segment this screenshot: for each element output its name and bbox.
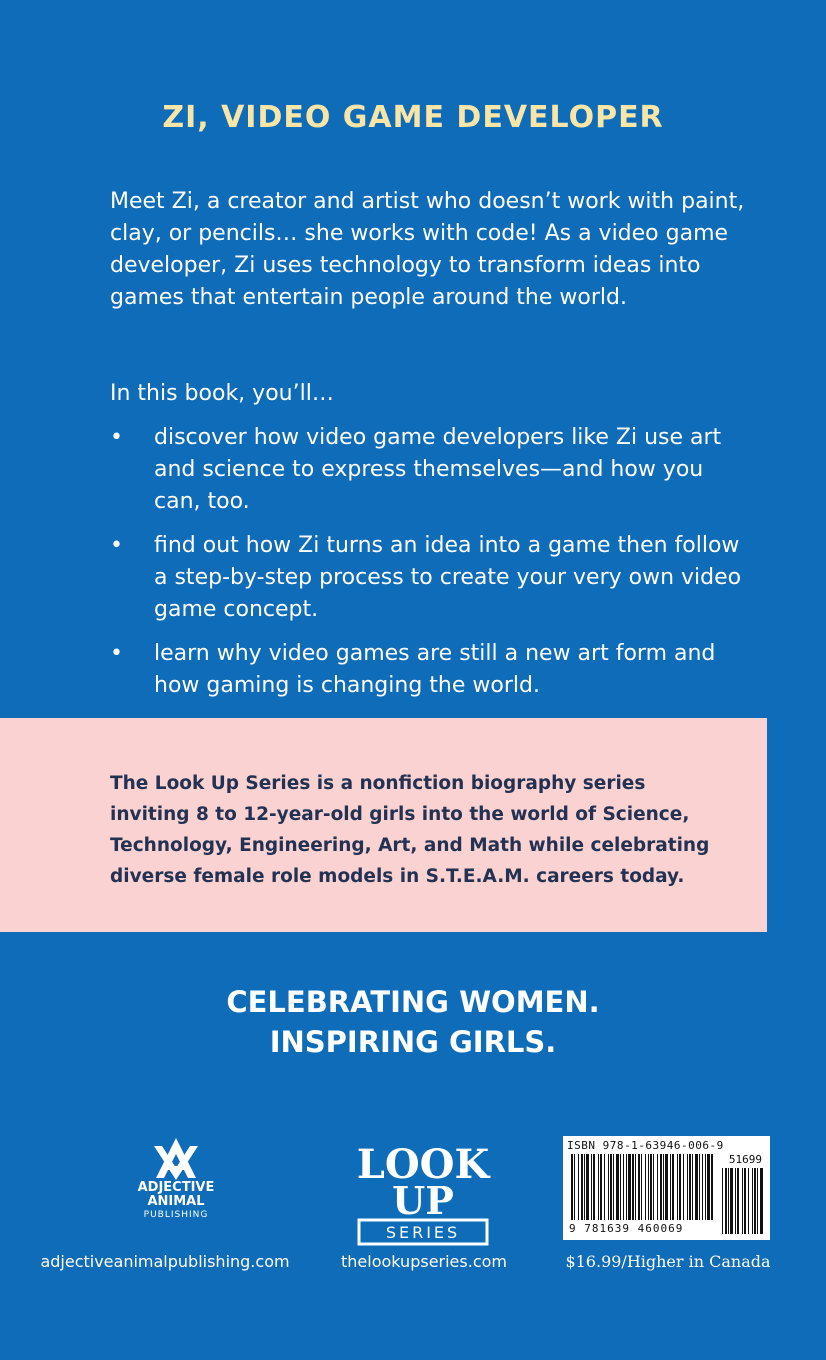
barcode-addon-bar bbox=[737, 1168, 739, 1234]
barcode-bar bbox=[699, 1154, 700, 1220]
price: $16.99/Higher in Canada bbox=[565, 1252, 771, 1271]
barcode-bar bbox=[657, 1154, 658, 1220]
feature-item bbox=[110, 638, 750, 702]
barcode-number: 9 781639 460069 bbox=[569, 1222, 684, 1235]
bullet-icon: • bbox=[110, 533, 123, 558]
bullet-icon: • bbox=[110, 425, 123, 450]
tagline-line-2: INSPIRING GIRLS. bbox=[269, 1025, 557, 1059]
barcode-addon-bar bbox=[722, 1168, 723, 1234]
feature-item bbox=[110, 422, 750, 518]
bullet-icon: • bbox=[110, 641, 123, 666]
feature-item bbox=[110, 530, 750, 626]
barcode-bar bbox=[650, 1154, 652, 1220]
barcode-bar bbox=[689, 1154, 691, 1220]
tagline-line-1: CELEBRATING WOMEN. bbox=[226, 985, 600, 1019]
barcode-bar bbox=[616, 1154, 619, 1220]
feature-text: find out how Zi turns an idea into a game then follow a step-by-step process to create your very own video game concept. bbox=[154, 533, 742, 622]
barcode-addon-bar bbox=[754, 1168, 756, 1234]
barcode-bar bbox=[608, 1154, 609, 1220]
barcode-bar bbox=[683, 1154, 684, 1220]
barcode-bar bbox=[578, 1154, 579, 1220]
barcode-addon-bar bbox=[744, 1168, 746, 1234]
barcode-addon-bar bbox=[742, 1168, 743, 1234]
look-up-series-logo-icon bbox=[353, 1136, 493, 1246]
series-logo-word: SERIES bbox=[385, 1223, 461, 1242]
series-blurb: The Look Up Series is a nonfiction biography series inviting 8 to 12-year-old girls into the world of Science, Technology, Engineering, Art, and Math while celebrating diverse female role models in S.T.E.A.M. careers today. bbox=[110, 773, 710, 887]
barcode-bar bbox=[574, 1154, 575, 1220]
barcode-bar bbox=[626, 1154, 627, 1220]
publisher-url[interactable]: adjectiveanimalpublishing.com bbox=[40, 1252, 290, 1271]
barcode-bar bbox=[692, 1154, 693, 1220]
barcode-bar bbox=[613, 1154, 614, 1220]
barcode-bar bbox=[679, 1154, 681, 1220]
barcode bbox=[563, 1136, 770, 1240]
barcode-bar bbox=[598, 1154, 599, 1220]
barcode-bar bbox=[670, 1154, 671, 1220]
barcode-bar bbox=[695, 1154, 698, 1220]
barcode-addon-bar bbox=[752, 1168, 753, 1234]
barcode-bar bbox=[663, 1154, 664, 1220]
barcode-bar bbox=[702, 1154, 703, 1220]
barcode-bar bbox=[581, 1154, 583, 1220]
feature-text: discover how video game developers like Zi use art and science to express themselves—and how you can, too. bbox=[154, 425, 722, 514]
barcode-addon-bar bbox=[730, 1168, 733, 1234]
book-title: ZI, VIDEO GAME DEVELOPER bbox=[162, 100, 664, 135]
barcode-addon-bar bbox=[735, 1168, 736, 1234]
intro-paragraph: Meet Zi, a creator and artist who doesn’t work with paint, clay, or pencils… she works with code! As a video game developer, Zi uses technology to transform ideas into games that entertain people around the world. bbox=[110, 189, 745, 310]
barcode-bar bbox=[707, 1154, 710, 1220]
barcode-bar bbox=[635, 1154, 636, 1220]
barcode-bar bbox=[638, 1154, 640, 1220]
barcode-bar bbox=[620, 1154, 621, 1220]
tagline bbox=[0, 982, 826, 1062]
series-url[interactable]: thelookupseries.com bbox=[341, 1252, 507, 1271]
in-book-heading: In this book, you’ll… bbox=[110, 381, 334, 406]
barcode-bar bbox=[591, 1154, 592, 1220]
barcode-bar bbox=[641, 1154, 642, 1220]
barcode-bar bbox=[660, 1154, 662, 1220]
barcode-addon: 51699 bbox=[728, 1153, 762, 1166]
barcode-bar bbox=[705, 1154, 706, 1220]
barcode-bar bbox=[623, 1154, 624, 1220]
barcode-bar bbox=[687, 1154, 688, 1220]
barcode-bar bbox=[584, 1154, 585, 1220]
barcode-bar bbox=[593, 1154, 595, 1220]
series-blurb-band bbox=[0, 718, 767, 932]
barcode-bar bbox=[677, 1154, 678, 1220]
barcode-bar bbox=[610, 1154, 612, 1220]
barcode-bar bbox=[653, 1154, 654, 1220]
publisher-sub: PUBLISHING bbox=[143, 1210, 209, 1220]
barcode-bar bbox=[600, 1154, 602, 1220]
barcode-addon-bar bbox=[748, 1168, 749, 1234]
isbn-text: ISBN 978-1-63946-006-9 bbox=[567, 1139, 724, 1152]
barcode-bar bbox=[665, 1154, 668, 1220]
series-logo-top: LOOK bbox=[356, 1141, 490, 1188]
barcode-bar bbox=[628, 1154, 631, 1220]
series-logo-bottom: UP bbox=[392, 1178, 454, 1223]
barcode-addon-bar bbox=[725, 1168, 727, 1234]
barcode-addon-bar bbox=[757, 1168, 758, 1234]
feature-text: learn why video games are still a new art form and how gaming is changing the world. bbox=[154, 641, 716, 698]
feature-list bbox=[110, 422, 750, 714]
publisher-name: ADJECTIVE ANIMAL bbox=[137, 1180, 215, 1209]
barcode-bar bbox=[571, 1154, 573, 1220]
barcode-bar bbox=[648, 1154, 649, 1220]
barcode-bar bbox=[645, 1154, 646, 1220]
barcode-bar bbox=[586, 1154, 589, 1220]
barcode-bar bbox=[604, 1154, 605, 1220]
barcode-bar bbox=[632, 1154, 634, 1220]
barcode-bar bbox=[711, 1154, 713, 1220]
barcode-addon-bar bbox=[728, 1168, 729, 1234]
barcode-bar bbox=[672, 1154, 674, 1220]
barcode-addon-bar bbox=[760, 1168, 763, 1234]
